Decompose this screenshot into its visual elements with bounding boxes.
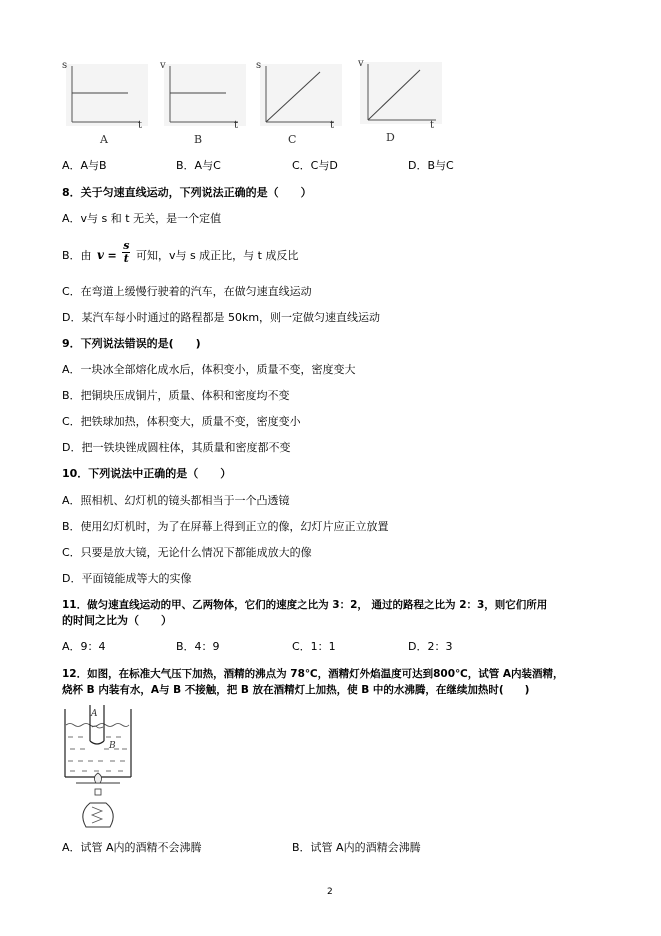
q10-option-d: D．平面镜能成等大的实像 xyxy=(62,572,192,585)
q8-formula-eq: = xyxy=(107,249,117,262)
graph-a-letter: A xyxy=(100,133,108,146)
apparatus-figure xyxy=(62,703,134,829)
q8-option-a: A．v与 s 和 t 无关，是一个定值 xyxy=(62,212,222,225)
graph-c-xaxis: t xyxy=(330,120,335,131)
graph-d-xaxis: t xyxy=(430,120,435,131)
graph-c xyxy=(256,60,346,148)
q9-option-d: D．把一铁块锉成圆柱体，其质量和密度都不变 xyxy=(62,441,291,454)
q10-option-c: C．只要是放大镜，无论什么情况下都能成放大的像 xyxy=(62,546,312,559)
graph-d-yaxis: v xyxy=(358,58,364,69)
q8-formula-v: v xyxy=(97,248,105,262)
q9-option-b: B．把铜块压成铜片，质量、体积和密度均不变 xyxy=(62,389,290,402)
q9-option-a: A．一块冰全部熔化成水后，体积变小，质量不变，密度变大 xyxy=(62,363,356,376)
q7-option-d: D．B与C xyxy=(408,159,454,172)
graph-c-letter: C xyxy=(288,133,297,146)
graph-d-letter: D xyxy=(386,131,395,144)
q11-option-a: A．9：4 xyxy=(62,640,106,653)
q8-stem: 8．关于匀速直线运动，下列说法正确的是（ ） xyxy=(62,186,312,199)
q7-option-c: C．C与D xyxy=(292,159,338,172)
apparatus-label-a: A xyxy=(91,709,98,719)
q8-option-b-prefix: B．由 xyxy=(62,249,92,262)
q10-stem: 10．下列说法中正确的是（ ） xyxy=(62,467,232,480)
q8-option-d: D．某汽车每小时通过的路程都是 50km，则一定做匀速直线运动 xyxy=(62,311,381,324)
q8-formula-fraction xyxy=(122,240,130,265)
apparatus-label-b: B xyxy=(109,741,116,751)
q10-option-a: A．照相机、幻灯机的镜头都相当于一个凸透镜 xyxy=(62,494,290,507)
graph-a-xaxis: t xyxy=(138,120,143,131)
q12-option-a: A．试管 A内的酒精不会沸腾 xyxy=(62,841,202,854)
graph-b-yaxis: v xyxy=(160,60,166,71)
q8-option-b xyxy=(62,240,299,270)
q8-formula-numerator: s xyxy=(123,239,130,252)
q11-option-c: C．1：1 xyxy=(292,640,336,653)
q7-option-b: B．A与C xyxy=(176,159,221,172)
q11-option-b: B．4：9 xyxy=(176,640,220,653)
q11-stem-line1: 11．做匀速直线运动的甲、乙两物体，它们的速度之比为 3：2， 通过的路程之比为 2：3，则它们所用 xyxy=(62,599,548,611)
graph-a-yaxis: s xyxy=(62,60,68,71)
graph-b-letter: B xyxy=(194,133,203,146)
graph-d xyxy=(356,58,446,146)
graph-b xyxy=(160,60,250,148)
q7-option-a: A．A与B xyxy=(62,159,107,172)
graph-a xyxy=(62,60,152,148)
q12-stem-line2: 烧杯 B 内装有水，A与 B 不接触，把 B 放在酒精灯上加热，使 B 中的水沸腾，在继续加热时( ) xyxy=(62,684,530,696)
apparatus-drawing xyxy=(62,703,134,829)
q12-option-b: B．试管 A内的酒精会沸腾 xyxy=(292,841,421,854)
q12-stem-line1: 12．如图，在标准大气压下加热，酒精的沸点为 78℃，酒精灯外焰温度可达到800℃，试管 A内装酒精， xyxy=(62,668,564,680)
graph-c-yaxis: s xyxy=(256,60,262,71)
q9-stem: 9．下列说法错误的是( ) xyxy=(62,337,201,350)
q10-option-b: B．使用幻灯机时，为了在屏幕上得到正立的像，幻灯片应正立放置 xyxy=(62,520,389,533)
graph-b-xaxis: t xyxy=(234,120,239,131)
graph-d-plot xyxy=(356,58,446,128)
q8-option-c: C．在弯道上缓慢行驶着的汽车，在做匀速直线运动 xyxy=(62,285,312,298)
q9-option-c: C．把铁球加热，体积变大，质量不变，密度变小 xyxy=(62,415,301,428)
q8-formula-denominator: t xyxy=(123,252,129,265)
page-number: 2 xyxy=(327,887,333,897)
q11-option-d: D．2：3 xyxy=(408,640,453,653)
q11-stem-line2: 的时间之比为（ ） xyxy=(62,614,172,627)
q8-option-b-suffix: 可知，v与 s 成正比，与 t 成反比 xyxy=(135,249,299,262)
